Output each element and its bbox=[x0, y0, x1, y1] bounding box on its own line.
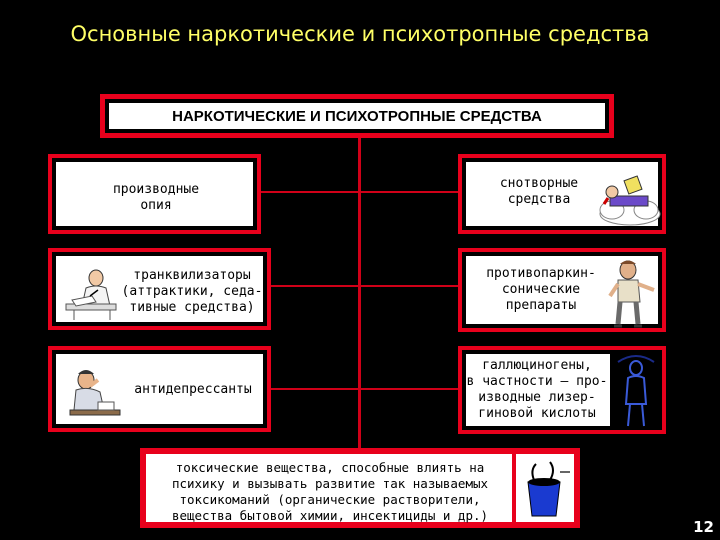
box-label: снотворные средства bbox=[499, 176, 579, 207]
box-antiparkinsonian bbox=[458, 248, 666, 332]
box-label: галлюциногены, в частности – про- изводные лизер- гиновой кислоты bbox=[466, 358, 608, 421]
header-box bbox=[100, 94, 614, 138]
box-opium-derivatives bbox=[48, 154, 261, 234]
box-label: противопаркин- сонические препараты bbox=[486, 266, 596, 313]
sleeping-on-cloud-icon bbox=[596, 168, 664, 228]
depressed-man-icon bbox=[64, 366, 124, 424]
box-antidepressants bbox=[48, 346, 271, 432]
solvent-bucket-icon bbox=[520, 460, 572, 518]
doctor-writing-icon bbox=[62, 266, 122, 322]
box-label: токсические вещества, способные влиять на психику и вызывать развитие так называемых токсикоманий (органические растворители, вещества бытовой химии, инсектициды и др.) bbox=[171, 460, 489, 523]
connector-left-1 bbox=[260, 191, 360, 193]
box-toxic-substances bbox=[140, 448, 580, 528]
connector-left-3 bbox=[270, 388, 360, 390]
hallucination-figure-icon bbox=[610, 354, 662, 430]
connector-right-2 bbox=[360, 285, 460, 287]
box-hallucinogens bbox=[458, 346, 666, 434]
connector-left-2 bbox=[270, 285, 360, 287]
slide-title: Основные наркотические и психотропные средства bbox=[70, 22, 650, 46]
connector-right-3 bbox=[360, 388, 460, 390]
box-label: антидепрессанты bbox=[134, 382, 252, 397]
box-sleeping-pills bbox=[458, 154, 666, 234]
page-number: 12 bbox=[693, 518, 714, 536]
box-tranquilizers bbox=[48, 248, 271, 330]
box-label: транквилизаторы (аттрактики, седа- тивные средства) bbox=[121, 268, 263, 315]
trembling-man-icon bbox=[606, 258, 662, 330]
connector-vertical bbox=[358, 138, 361, 450]
connector-right-1 bbox=[360, 191, 460, 193]
box-label: производные опия bbox=[112, 182, 200, 213]
header-label: НАРКОТИЧЕСКИЕ И ПСИХОТРОПНЫЕ СРЕДСТВА bbox=[109, 103, 605, 129]
